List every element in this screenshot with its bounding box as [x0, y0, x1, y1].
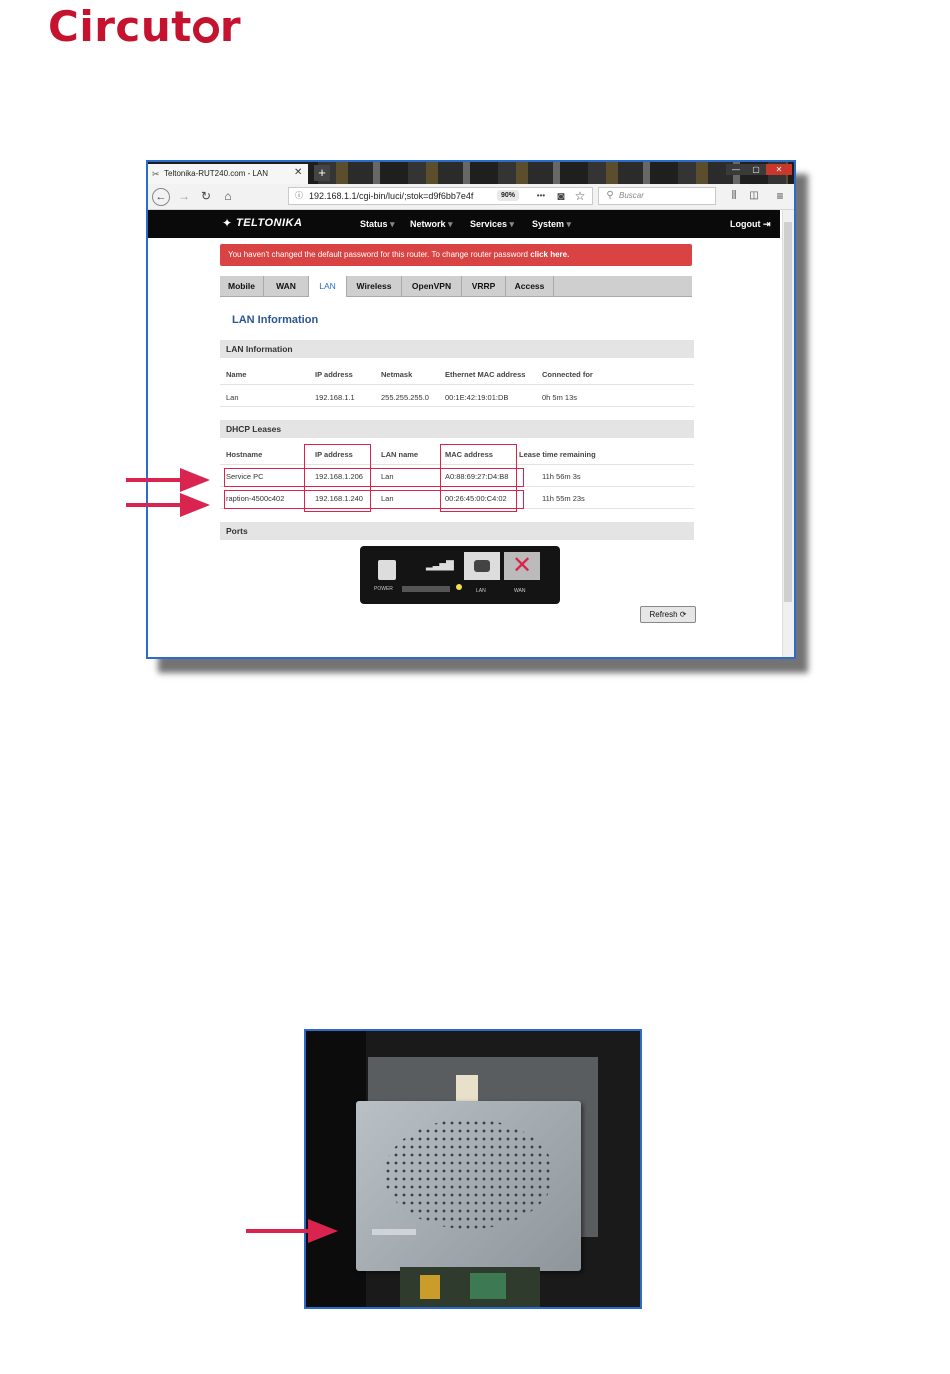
- scrollbar-thumb[interactable]: [784, 222, 792, 602]
- dhcp-row2-mac: 00:26:45:00:C4:02: [445, 494, 507, 503]
- ports-section-header: Ports: [220, 522, 694, 540]
- dhcp-header-ip: IP address: [315, 450, 353, 459]
- password-alert: [220, 244, 692, 266]
- menu-network[interactable]: Network ▾: [410, 219, 453, 229]
- arrow-device-icon: [308, 1219, 338, 1243]
- dhcp-row1-hostname: Service PC: [226, 472, 264, 481]
- dhcp-row1-lease: 11h 56m 3s: [542, 472, 581, 481]
- home-icon[interactable]: ⌂: [224, 189, 232, 203]
- new-tab-button[interactable]: +: [314, 165, 330, 181]
- power-port-icon: [378, 560, 396, 580]
- lan-row-name: Lan: [226, 393, 239, 402]
- device-label-plate: [372, 1229, 416, 1235]
- blurred-background: [318, 162, 788, 184]
- more-actions-icon[interactable]: •••: [536, 191, 546, 200]
- page-title: LAN Information: [232, 314, 319, 326]
- dhcp-row2-lan: Lan: [381, 494, 394, 503]
- search-icon: ⚲: [606, 190, 614, 201]
- lan-header-netmask: Netmask: [381, 370, 413, 379]
- circutor-logo: Circut r: [48, 2, 242, 51]
- lan-section-header: LAN Information: [220, 340, 694, 358]
- site-info-icon[interactable]: ⓘ: [295, 191, 303, 200]
- metal-enclosure: [356, 1101, 581, 1271]
- alert-text: You haven't changed the default password for this router. To change router password: [228, 250, 528, 259]
- board-component: [420, 1275, 440, 1299]
- dhcp-row1-mac: A0:88:69:27:D4:B8: [445, 472, 509, 481]
- browser-tab-bar: [148, 162, 794, 184]
- browser-tab-title: Teltonika-RUT240.com - LAN: [164, 169, 269, 178]
- search-input[interactable]: Buscar: [598, 187, 716, 205]
- refresh-icon: ⟳: [679, 610, 687, 619]
- tab-wan[interactable]: WAN: [264, 276, 309, 296]
- port-label-power: POWER: [374, 586, 393, 592]
- row1-highlight: [224, 468, 524, 487]
- dhcp-row2-lease: 11h 55m 23s: [542, 494, 585, 503]
- browser-screenshot: [146, 160, 796, 659]
- dhcp-row1-lan: Lan: [381, 472, 394, 481]
- menu-services[interactable]: Services ▾: [470, 219, 515, 229]
- wan-port-disconnected-icon: ✕: [504, 552, 540, 580]
- dhcp-row1-ip: 192.168.1.206: [315, 472, 363, 481]
- window-maximize-button[interactable]: ▢: [746, 164, 766, 175]
- back-arrow-icon[interactable]: ←: [152, 188, 170, 206]
- port-label-wan: WAN: [514, 588, 526, 594]
- dhcp-row2-hostname: raption-4500c402: [226, 494, 285, 503]
- dhcp-section-header: DHCP Leases: [220, 420, 694, 438]
- dhcp-header-mac: MAC address: [445, 450, 493, 459]
- dhcp-header-lease: Lease time remaining: [519, 450, 596, 459]
- sim-slot: [402, 586, 450, 592]
- arrow-row1-icon: [180, 468, 210, 492]
- status-led: [456, 584, 462, 590]
- teltonika-logo-icon: ✦: [222, 216, 233, 230]
- divider: [220, 406, 694, 407]
- tab-mobile[interactable]: Mobile: [220, 276, 264, 296]
- device-photo: [304, 1029, 642, 1309]
- circuit-board: [400, 1267, 540, 1307]
- divider: [220, 384, 694, 385]
- teltonika-brand: TELTONIKA: [236, 217, 303, 229]
- pocket-icon[interactable]: ◙: [557, 189, 565, 203]
- signal-strength-icon: ▂▃▅▇: [426, 560, 453, 571]
- logo-o-ring-icon: [193, 17, 219, 43]
- arrow-device-shaft: [246, 1229, 310, 1233]
- window-close-button[interactable]: ✕: [766, 164, 792, 175]
- url-input[interactable]: 192.168.1.1/cgi-bin/luci/;stok=d9f6bb7e4f: [288, 187, 593, 205]
- library-icon[interactable]: ⫼: [731, 190, 737, 201]
- refresh-button[interactable]: Refresh ⟳: [640, 606, 696, 623]
- lan-header-name: Name: [226, 370, 247, 379]
- menu-hamburger-icon[interactable]: ≡: [776, 189, 784, 203]
- logout-icon: ⇥: [763, 219, 771, 229]
- router-page: [148, 210, 780, 659]
- lan-header-ip: IP address: [315, 370, 353, 379]
- menu-status[interactable]: Status ▾: [360, 219, 395, 229]
- teltonika-favicon-icon: ✂: [152, 169, 160, 179]
- tab-access[interactable]: Access: [506, 276, 554, 296]
- dhcp-header-lan-name: LAN name: [381, 450, 419, 459]
- tab-lan[interactable]: LAN: [309, 276, 347, 297]
- tab-openvpn[interactable]: OpenVPN: [402, 276, 462, 296]
- tab-wireless[interactable]: Wireless: [347, 276, 402, 296]
- lan-header-connected: Connected for: [542, 370, 593, 379]
- dhcp-header-hostname: Hostname: [226, 450, 263, 459]
- router-ports-image: [360, 546, 560, 604]
- dhcp-row2-ip: 192.168.1.240: [315, 494, 363, 503]
- reload-icon[interactable]: ↻: [200, 189, 212, 203]
- lan-row-netmask: 255.255.255.0: [381, 393, 429, 402]
- browser-nav-bar: [148, 184, 794, 210]
- tab-vrrp[interactable]: VRRP: [462, 276, 506, 296]
- router-header: [148, 210, 780, 238]
- board-connector: [470, 1273, 506, 1299]
- window-minimize-button[interactable]: —: [726, 164, 746, 175]
- router-tabs: [220, 276, 692, 297]
- alert-link[interactable]: click here.: [530, 250, 570, 259]
- arrow-row2-icon: [180, 493, 210, 517]
- lan-row-mac: 00:1E:42:19:01:DB: [445, 393, 509, 402]
- zoom-badge[interactable]: 90%: [497, 190, 519, 201]
- tab-close-icon[interactable]: ✕: [294, 167, 303, 178]
- menu-system[interactable]: System ▾: [532, 219, 572, 229]
- ventilation-grille: [384, 1119, 554, 1229]
- bookmark-star-icon[interactable]: ☆: [574, 189, 586, 203]
- logout-button[interactable]: Logout ⇥: [730, 219, 771, 229]
- forward-arrow-icon[interactable]: →: [178, 189, 190, 203]
- arrow-row2-shaft: [126, 503, 182, 507]
- sidebar-icon[interactable]: ◫: [749, 190, 759, 201]
- lan-row-connected: 0h 5m 13s: [542, 393, 578, 402]
- lan-port-icon: [464, 552, 500, 580]
- browser-tab[interactable]: [148, 164, 308, 184]
- lan-header-mac: Ethernet MAC address: [445, 370, 526, 379]
- lan-row-ip: 192.168.1.1: [315, 393, 355, 402]
- port-label-lan: LAN: [476, 588, 486, 594]
- row2-highlight: [224, 490, 524, 509]
- arrow-row1-shaft: [126, 478, 182, 482]
